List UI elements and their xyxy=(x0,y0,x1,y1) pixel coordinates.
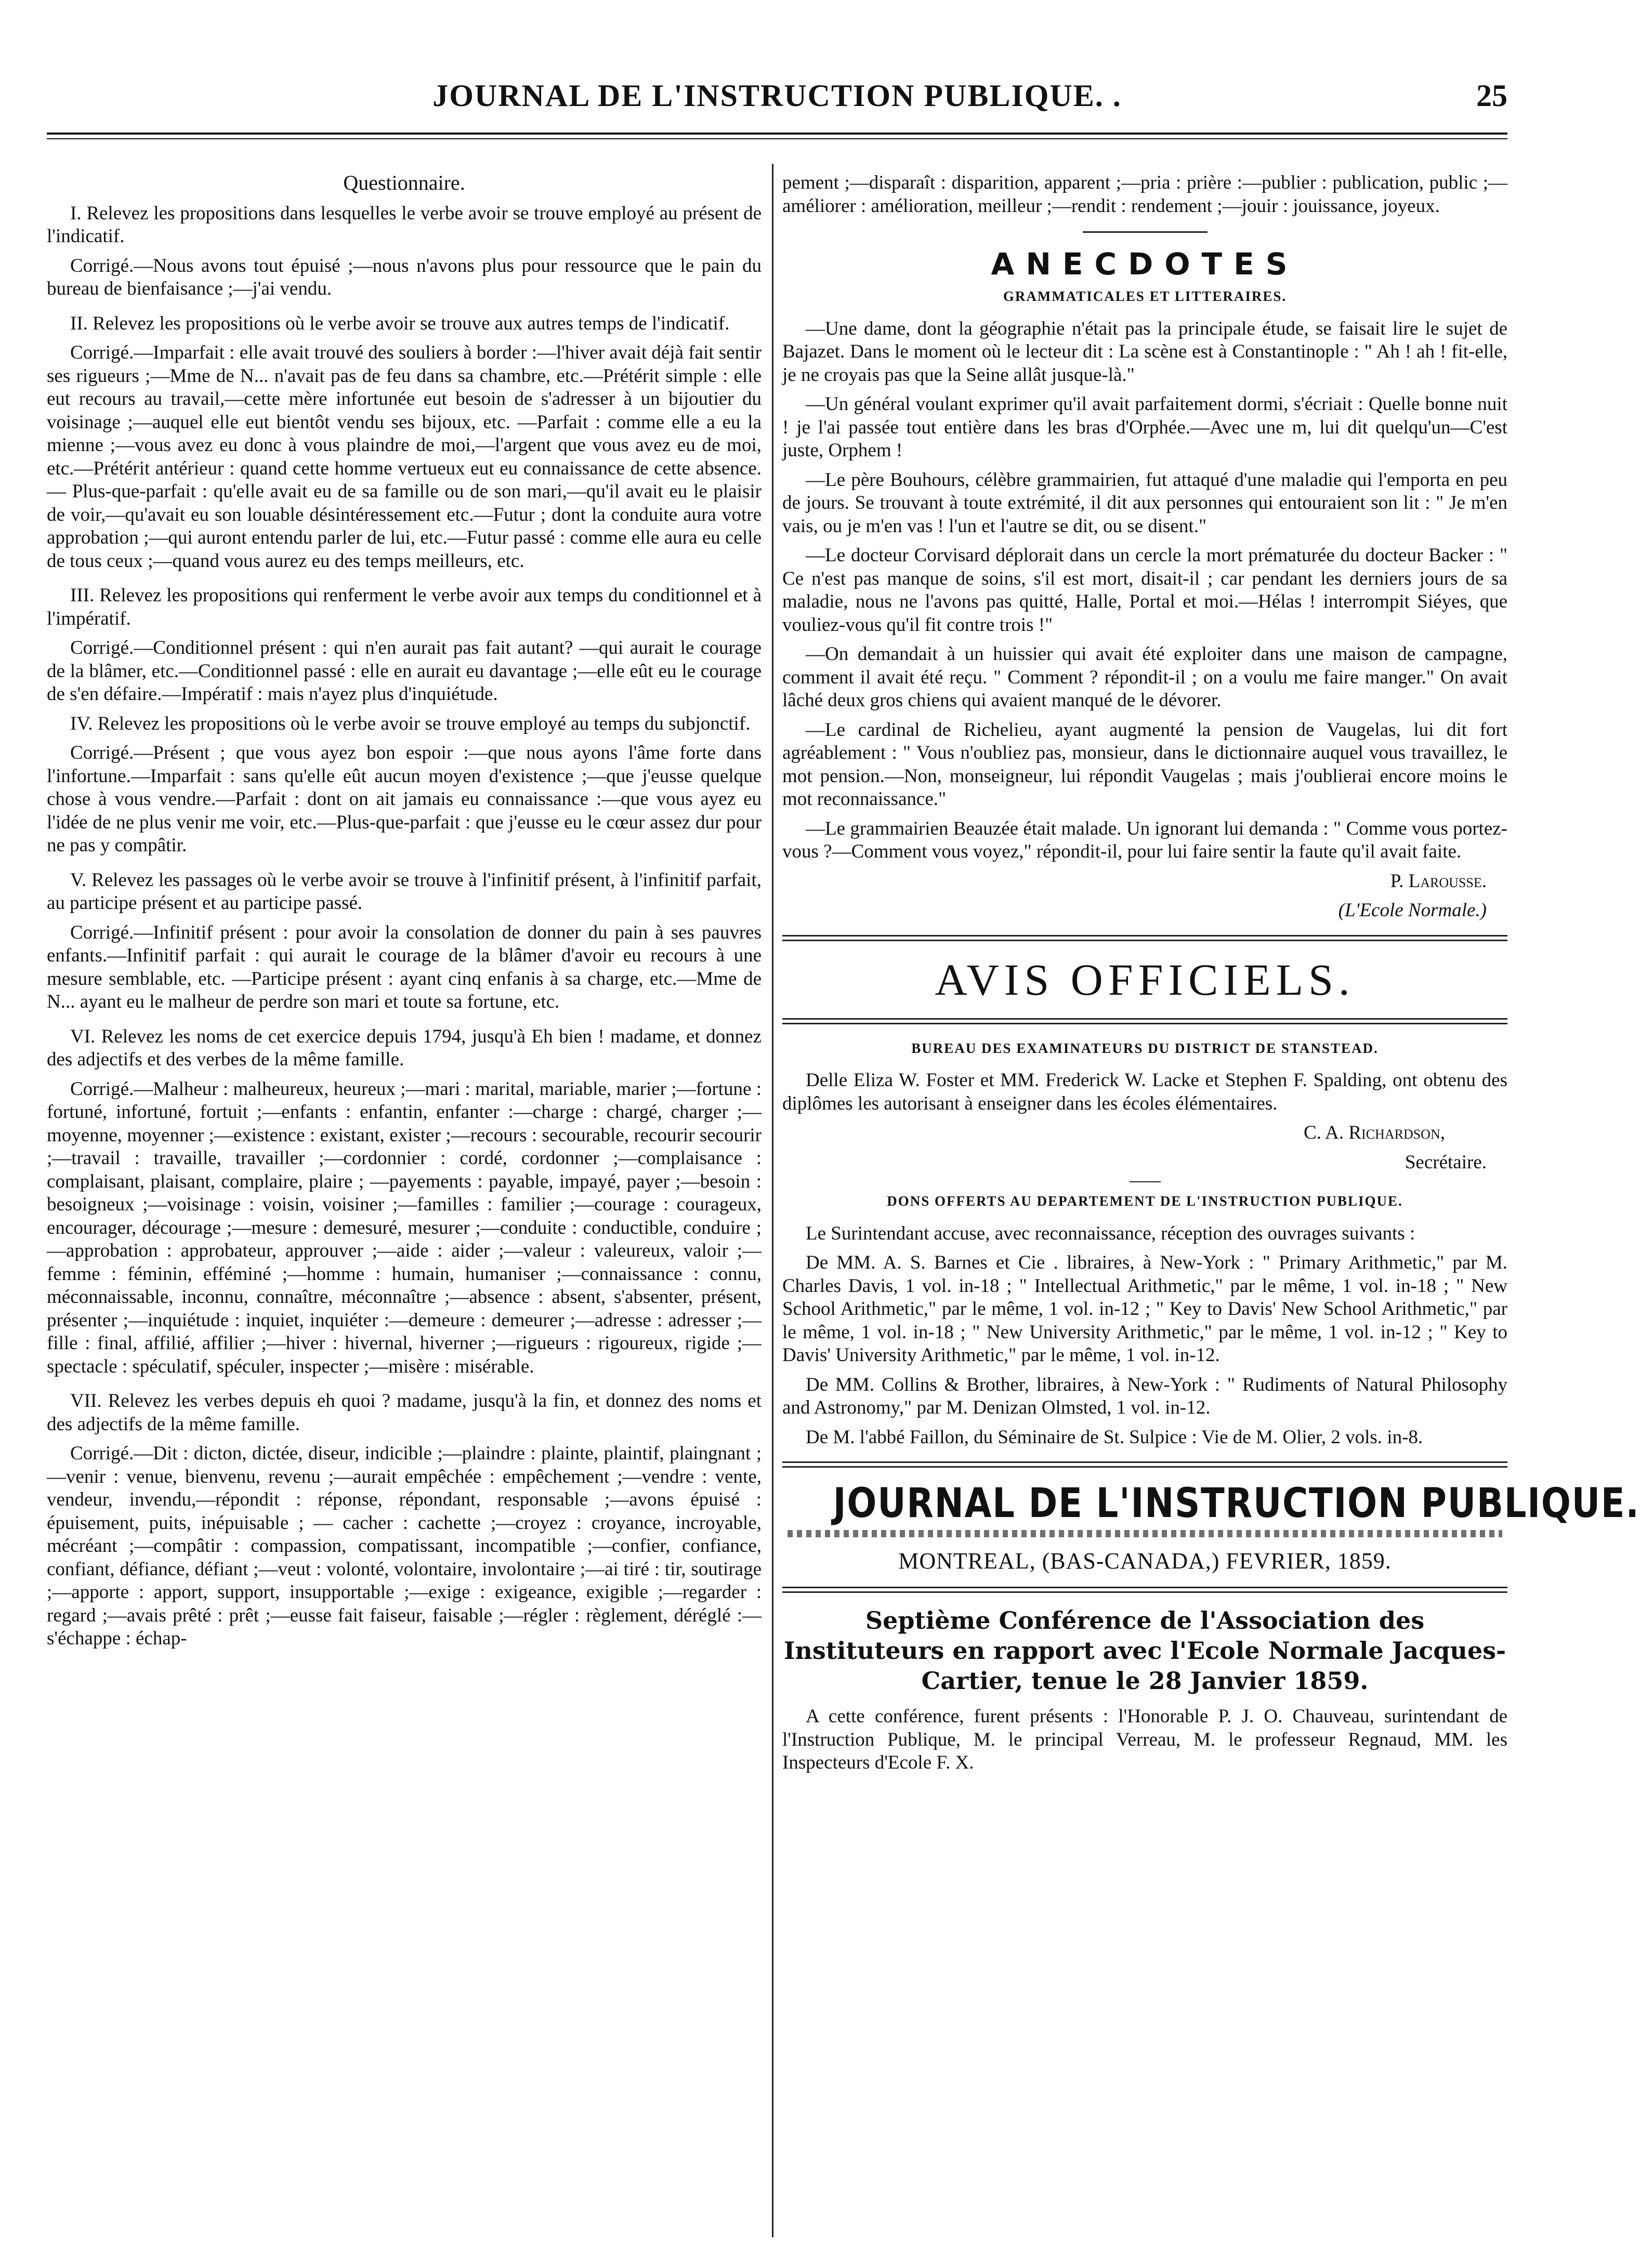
signature-name: P. Larousse. xyxy=(1390,870,1487,892)
question-7: VII. Relevez les verbes depuis eh quoi ? madame, jusqu'à la fin, et donnez des noms et des adjectifs de la même famille. xyxy=(47,1390,762,1435)
section-double-rule-2 xyxy=(782,1018,1507,1024)
answer-1: Corrigé.—Nous avons tout épuisé ;—nous n'avons plus pour ressource que le pain du bureau de bienfaisance ;—j'ai vendu. xyxy=(47,255,762,299)
left-column xyxy=(47,172,762,2240)
dons-entry-1: De MM. A. S. Barnes et Cie . libraires, à New-York : " Primary Arithmetic," par M. Charles Davis, 1 vol. in-18 ; " Intellectual Arithmetic," par le même, 1 vol. in-18 ; " New School Arithmetic," par le même, 1 vol. in-12 ; " Key to Davis' New School Arithmetic," par le même, 1 vol. in-18 ; " New University Arithmetic," par le même, 1 vol. in-12 ; " Key to Davis' University Arithmetic," par le même, 1 vol. in-12. xyxy=(782,1252,1507,1366)
journal-masthead: JOURNAL DE L'INSTRUCTION PUBLIQUE. xyxy=(833,1480,1640,1527)
bureau-role: Secrétaire. xyxy=(1405,1151,1487,1173)
question-3: III. Relevez les propositions qui renferment le verbe avoir aux temps du conditionnel et à l'impératif. xyxy=(47,585,762,629)
section-double-rule xyxy=(782,935,1507,941)
conference-title: Septième Conférence de l'Association des Instituteurs en rapport avec l'Ecole Normale Jacques-Cartier, tenue le 28 Janvier 1859. xyxy=(783,1606,1506,1695)
anecdotes-subtitle: GRAMMATICALES ET LITTERAIRES. xyxy=(1003,288,1287,304)
masthead-ornament xyxy=(788,1530,1502,1537)
signature-source xyxy=(782,899,1487,922)
journal-running-title: JOURNAL DE L'INSTRUCTION PUBLIQUE. . xyxy=(432,78,1122,113)
question-4: IV. Relevez les propositions où le verbe avoir se trouve employé au temps du subjonctif. xyxy=(70,713,751,734)
dons-entry-2: De MM. Collins & Brother, libraires, à New-York : " Rudiments of Natural Philosophy and Astronomy," par M. Denizan Olmsted, 1 vol. in-12. xyxy=(782,1374,1507,1418)
anecdote-5: —On demandait à un huissier qui avait été exploiter dans une maison de campagne, comment il avait été reçu. " Comment ? répondit-il ; on a voulu me faire manger." On avait lâché deux gros chiens qui avaient manqué de le dévorer. xyxy=(782,643,1507,711)
header-rule-bottom xyxy=(47,138,1507,139)
dons-entry-3: De M. l'abbé Faillon, du Séminaire de St. Sulpice : Vie de M. Olier, 2 vols. in-8. xyxy=(806,1426,1423,1448)
section-double-rule-3 xyxy=(782,1461,1507,1468)
answer-6: Corrigé.—Malheur : malheureux, heureux ;—mari : marital, mariable, marier ;—fortune : fortuné, infortuné, fortuit ;—enfants : enfantin, enfanter :—charge : chargé, charger ;—moyenne, moyenner ;—existence : existant, exister ;—recours : secourable, recourir secourir ;—travail : travaille, travailler ;—cordonnier : cordé, cordonner ;—complaisance : complaisant, plaisant, complaire, plaire ; —payements : payable, impayé, payer ;—besoin : besoigneux ;—voisinage : voisin, voisiner ;—familles : familier ;—courage : courageux, encourager, décourage ;—mesure : demesuré, mesurer ;—conduite : conductible, conduire ;—approbation : approbateur, approuver ;—aide : aider ;—valeur : valeureux, valoir ;—femme : féminin, efféminé ;—homme : humain, humaniser ;—connaissance : connu, méconnaissable, inconnu, connaître, méconnaître ;—absence : absent, s'absenter, présent, présenter ;—inquiétude : inquiet, inquiéter :—demeure : demeurer ;—adresse : adresser ;—fille : final, affilié, affilier ;—hiver : hivernal, hiverner ;—rigueurs : rigoureux, rigide ;—spectacle : spéculatif, spéculer, inspecter ;—misère : misérable. xyxy=(47,1078,762,1377)
anecdote-2: —Un général voulant exprimer qu'il avait parfaitement dormi, s'écriait : Quelle bonne nuit ! je l'ai passée tout entière dans les bras d'Orphée.—Avec une m, lui dit quelqu'un—C'est juste, Orphem ! xyxy=(782,393,1507,461)
answer-4: Corrigé.—Présent ; que vous ayez bon espoir :—que nous ayons l'âme forte dans l'infortune.—Imparfait : sans qu'elle eût aucun moyen d'existence ;—que j'eusse quelque chose à vous vendre.—Parfait : dont on ait jamais eu connaissance :—que vous ayez eu l'idée de ne plus venir me voir, etc.—Plus-que-parfait : que j'eusse eu le cœur assez dur pour ne pas y compâtir. xyxy=(47,742,762,856)
dons-heading: DONS OFFERTS AU DEPARTEMENT DE L'INSTRUCTION PUBLIQUE. xyxy=(887,1193,1403,1209)
anecdote-4: —Le docteur Corvisard déplorait dans un cercle la mort prématurée du docteur Backer : " Ce n'est pas manque de soins, s'il est mort, disait-il ; car pendant les derniers jours de sa maladie, nous ne l'avons pas quitté, Halle, Portal et moi.—Hélas ! interrompit Siéyes, que vouliez-vous qu'il fit contre trois !" xyxy=(782,545,1507,636)
bureau-heading: BUREAU DES EXAMINATEURS DU DISTRICT DE STANSTEAD. xyxy=(911,1040,1379,1056)
question-1: I. Relevez les propositions dans lesquelles le verbe avoir se trouve employé au présent de l'indicatif. xyxy=(47,202,762,247)
anecdote-6: —Le cardinal de Richelieu, ayant augmenté la pension de Vaugelas, lui dit fort agréablement : " Vous n'oubliez pas, monsieur, dans le dictionnaire auquel vous travaillez, le mot pension.—Non, monseigneur, lui répondit Vaugelas ; mais j'oublierai encore moins le mot reconnaissance." xyxy=(782,719,1507,810)
right-column xyxy=(782,172,1640,2240)
dons-intro: Le Surintendant accuse, avec reconnaissance, réception des ouvrages suivants : xyxy=(806,1222,1415,1244)
anecdote-1: —Une dame, dont la géographie n'était pas la principale étude, se faisait lire le sujet de Bajazet. Dans le moment où le lecteur dit : La scène est à Constantinople : " Ah ! ah ! fit-elle, je ne croyais pas que la Seine allât jusque-là." xyxy=(782,318,1507,386)
signature-source-text: (L'Ecole Normale.) xyxy=(1338,900,1487,921)
small-separator xyxy=(1130,1181,1161,1182)
question-6: VI. Relevez les noms de cet exercice depuis 1794, jusqu'à Eh bien ! madame, et donnez des adjectifs et des verbes de la même famille. xyxy=(47,1025,762,1070)
dateline: MONTREAL, (BAS-CANADA,) FEVRIER, 1859. xyxy=(898,1548,1392,1574)
answer-7: Corrigé.—Dit : dicton, dictée, diseur, indicible ;—plaindre : plainte, plaintif, plaingnant ;—venir : venue, bienvenu, revenu ;—aurait empêchée : empêchement ;—vendre : vente, vendeur, invendu,—répondit : réponse, répondant, responsable ;—avons épuisé : épuisement, puits, inépuisable ; — cacher : cachette ;—croyez : croyance, incroyable, mécréant ;—compâtir : compassion, compatissant, incompatible ;—confier, confiance, confiant, défiance, défiant ;—veut : volonté, volontaire, involontaire ;—ai tiré : tir, soutirage ;—apporte : apport, support, insupportable ;—exige : exigeance, exigible ;—regarder : regard ;—avais prêté : prêt ;—eusse fait faiseur, faisable ;—régler : règlement, déréglé :—s'échappe : échap- xyxy=(47,1443,762,1649)
column-divider xyxy=(772,164,773,2237)
question-5: V. Relevez les passages où le verbe avoir se trouve à l'infinitif présent, à l'infinitif parfait, au participe présent et au participe passé. xyxy=(47,869,762,914)
header-rule-top xyxy=(47,133,1507,135)
conference-text: A cette conférence, furent présents : l'Honorable P. J. O. Chauveau, surintendant de l'Instruction Publique, M. le principal Verreau, M. le professeur Regnaud, MM. les Inspecteurs d'Ecole F. X. xyxy=(782,1706,1507,1773)
bureau-text: Delle Eliza W. Foster et MM. Frederick W. Lacke et Stephen F. Spalding, ont obtenu des diplômes les autorisant à enseigner dans les écoles élémentaires. xyxy=(782,1070,1507,1114)
avis-officiels-title: AVIS OFFICIELS. xyxy=(935,954,1355,1005)
bureau-signature xyxy=(782,1122,1445,1145)
bureau-signature-name: C. A. Richardson, xyxy=(1304,1122,1445,1143)
question-2: II. Relevez les propositions où le verbe avoir se trouve aux autres temps de l'indicatif. xyxy=(70,312,730,334)
signature-larousse xyxy=(782,870,1487,893)
anecdote-7: —Le grammairien Beauzée était malade. Un ignorant lui demanda : " Comme vous portez-vous ?—Comment vous voyez," répondit-il, pour lui faire sentir la faute qu'il avait faite. xyxy=(782,817,1507,862)
answer-3: Corrigé.—Conditionnel présent : qui n'en aurait pas fait autant? —qui aurait le courage de la blâmer, etc.—Conditionnel passé : elle en aurait eu davantage ;—elle eût eu le courage de s'en défaire.—Impératif : mais n'ayez plus d'inquiétude. xyxy=(47,637,762,705)
continuation-text: pement ;—disparaît : disparition, apparent ;—pria : prière :—publier : publication, public ;—améliorer : amélioration, meilleur ;—rendit : rendement ;—jouir : jouissance, joyeux. xyxy=(782,172,1507,217)
anecdote-3: —Le père Bouhours, célèbre grammairien, fut attaqué d'une maladie qui l'emporta en peu de jours. Se trouvant à toute extrémité, il dit aux personnes qui entouraient son lit : " Je m'en vais, ou je m'en vas ! l'un et l'autre se dit, ou se disent." xyxy=(782,469,1507,537)
anecdotes-title: ANECDOTES xyxy=(991,246,1299,282)
page-number: 25 xyxy=(1476,78,1507,113)
separator-rule xyxy=(1083,231,1208,233)
section-double-rule-4 xyxy=(782,1587,1507,1593)
page-header xyxy=(47,78,1507,120)
answer-2: Corrigé.—Imparfait : elle avait trouvé des souliers à border :—l'hiver avait déjà fait sentir ses rigueurs ;—Mme de N... n'avait pas de feu dans sa chambre, etc.—Prétérit simple : elle eut recours au travail,—cette mère infortunée eut besoin de s'adresser à un bijoutier du voisinage ;—auquel elle eut bientôt vendu ses bijoux, etc. —Parfait : comme elle a eu la mienne ;—vous avez eu donc à vous plaindre de moi,—l'argent que vous avez eu de moi, etc.—Prétérit antérieur : quand cette homme vertueux eut eu connaissance de cette absence.— Plus-que-parfait : qu'elle avait eu de sa famille ou de son mari,—qu'il avait eu le plaisir de voir,—qu'avait eu son louable désintéressement etc.—Futur ; dont la conduite aura votre approbation ;—qui auront entendu parler de lui, etc.—Futur passé : comme elle aura eu celle de tous ceux ;—quand vous aurez eu des temps meilleurs, etc. xyxy=(47,342,762,572)
questionnaire-title: Questionnaire. xyxy=(343,171,465,194)
answer-5: Corrigé.—Infinitif présent : pour avoir la consolation de donner du pain à ses pauvres enfants.—Infinitif parfait : qui aurait le courage de la blâmer d'avoir eu recours à une mesure semblable, etc. —Participe présent : ayant cinq enfanis à sa charge, etc.—Mme de N... ayant eu le malheur de perdre son mari et toute sa fortune, etc. xyxy=(47,921,762,1012)
